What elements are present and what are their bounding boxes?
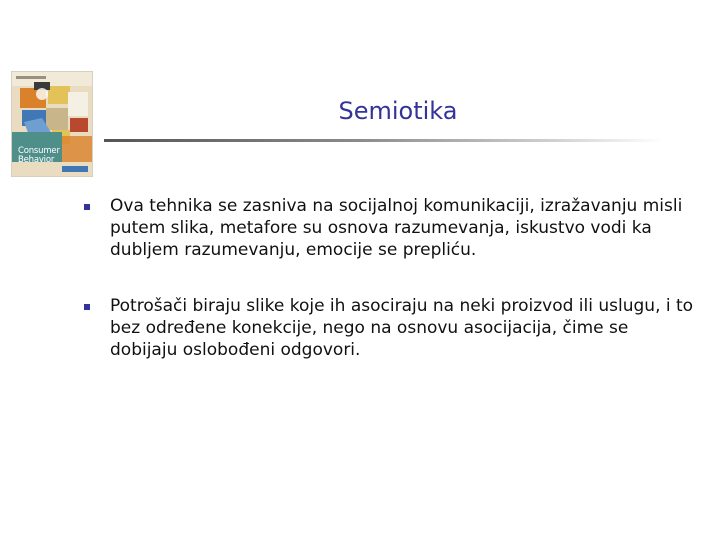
square-bullet-icon	[84, 204, 90, 210]
bullet-item	[84, 195, 694, 261]
square-bullet-icon	[84, 304, 90, 310]
bullet-text: Ova tehnika se zasniva na socijalnoj komunikaciji, izražavanju misli putem slika, metafore su osnova razumevanja, iskustvo vodi ka dubljem razumevanju, emocije se prepliću.	[110, 196, 683, 260]
book-cover-title: Consumer Behavior	[18, 146, 60, 165]
title-divider	[104, 139, 664, 142]
bullet-list	[84, 195, 694, 395]
slide-title: Semiotika	[338, 97, 458, 125]
bullet-text: Potrošači biraju slike koje ih asociraju na neki proizvod ili uslugu, i to bez određene konekcije, nego na osnovu asocijacija, čime se dobijaju oslobođeni odgovori.	[110, 296, 694, 360]
book-cover-image	[12, 72, 92, 176]
bullet-item	[84, 295, 694, 361]
